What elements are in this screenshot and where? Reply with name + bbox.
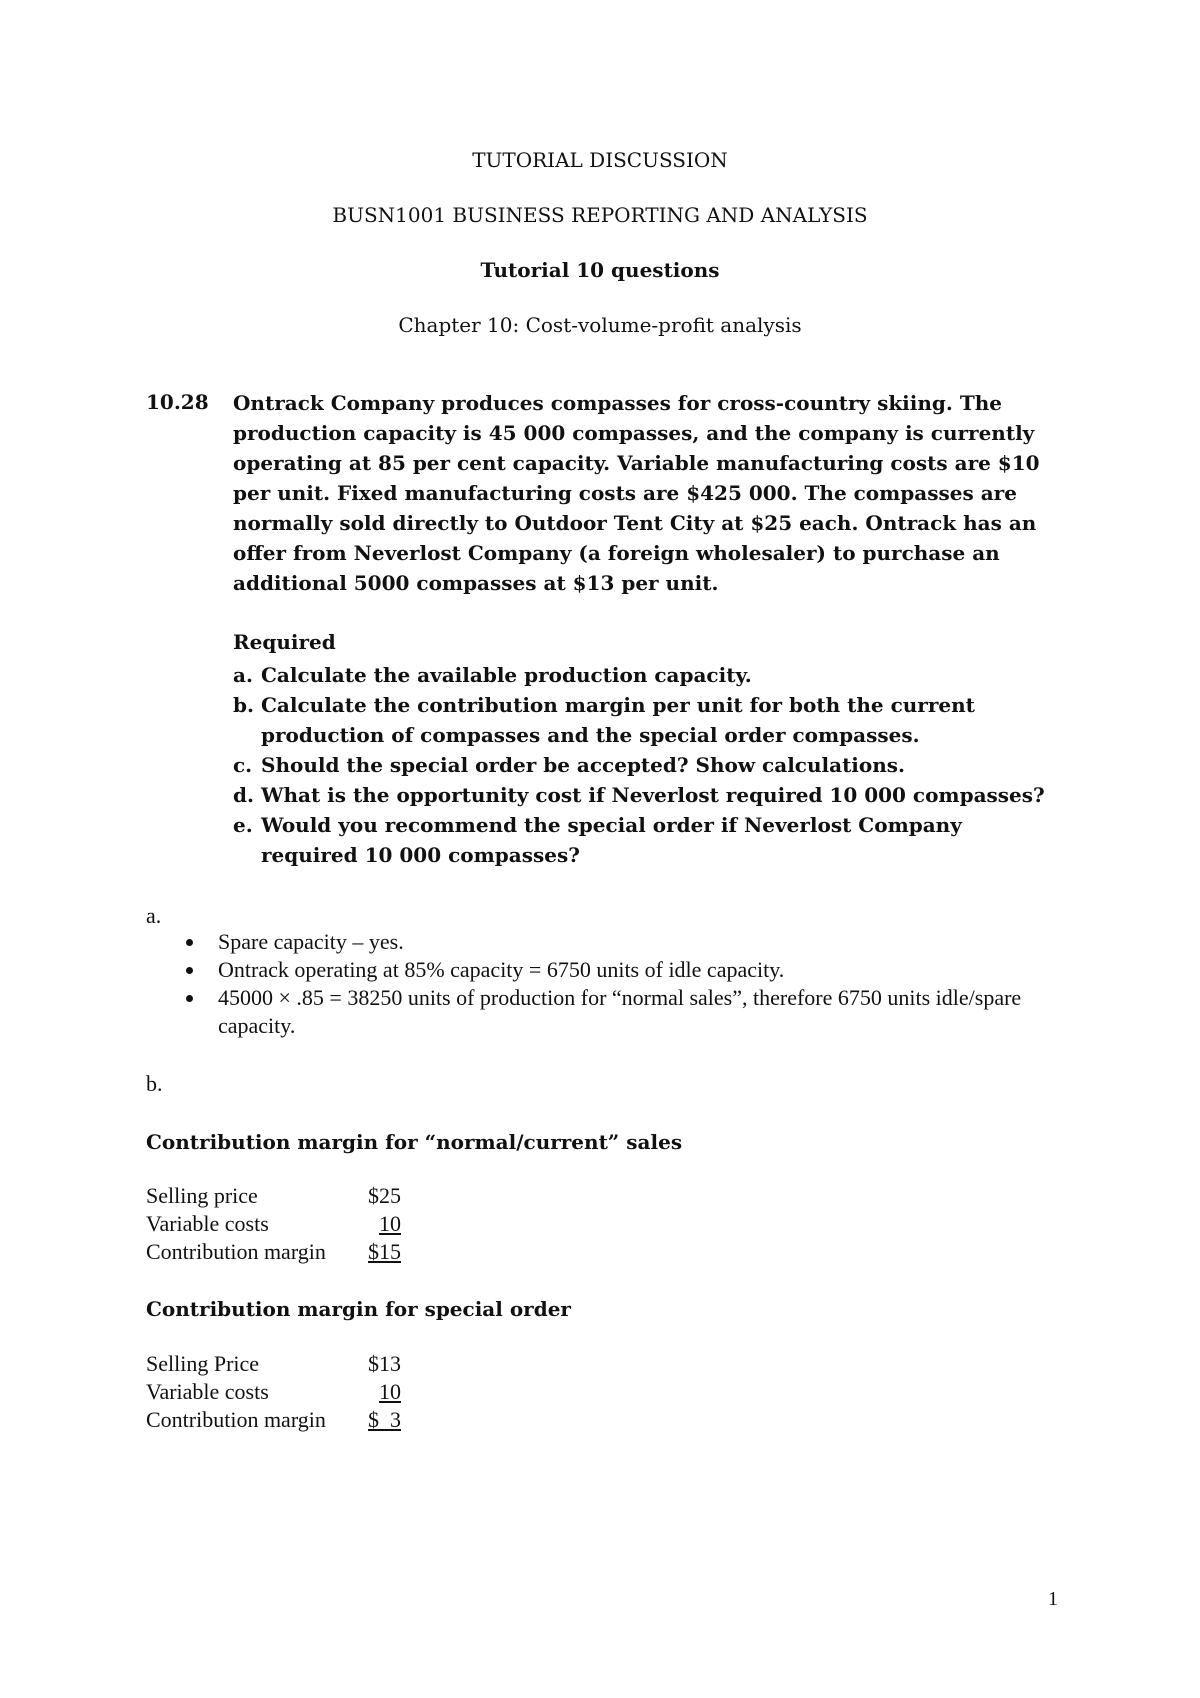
required-item-letter: b. [233, 693, 254, 717]
required-item-text: What is the opportunity cost if Neverlost required 10 000 compasses? [261, 783, 1045, 807]
required-item [233, 690, 1063, 750]
bullet-item [146, 928, 1046, 956]
bullet-text: 45000 × .85 = 38250 units of production for “normal sales”, therefore 6750 units idle/spare capacity. [218, 985, 1022, 1038]
bullet-item [146, 956, 1046, 984]
tutorial-heading: Tutorial 10 questions [480, 258, 720, 282]
table-row [146, 1350, 401, 1378]
row-label: Selling price [146, 1183, 258, 1208]
chapter-heading: Chapter 10: Cost-volume-profit analysis [398, 313, 802, 337]
required-item-letter: c. [233, 753, 253, 777]
required-item [233, 780, 1063, 810]
required-item-text: Calculate the available production capacity. [261, 663, 752, 687]
table-row [146, 1238, 401, 1266]
required-item [233, 750, 1063, 780]
bullet-icon [186, 995, 193, 1002]
table-row [146, 1406, 401, 1434]
normal-cm-table [146, 1182, 401, 1266]
required-item [233, 810, 1063, 870]
required-item-text: Would you recommend the special order if Neverlost Company required 10 000 compasses? [261, 813, 962, 867]
special-cm-heading: Contribution margin for special order [146, 1297, 571, 1321]
answer-b-label: b. [146, 1071, 163, 1096]
bullet-text: Ontrack operating at 85% capacity = 6750 units of idle capacity. [218, 957, 785, 982]
table-row [146, 1182, 401, 1210]
normal-cm-heading: Contribution margin for “normal/current” sales [146, 1130, 683, 1154]
bullet-icon [186, 939, 193, 946]
row-label: Selling Price [146, 1351, 260, 1376]
row-value: 10 [379, 1211, 401, 1236]
question-text: Ontrack Company produces compasses for cross-country skiing. The production capacity is 45 000 compasses, and the company is currently operating at 85 per cent capacity. Variable manufacturing costs are $10 per unit. Fixed manufacturing costs are $425 000. The compasses are normally sold directly to Outdoor Tent City at $25 each. Ontrack has an offer from Neverlost Company (a foreign wholesaler) to purchase an additional 5000 compasses at $13 per unit. [233, 391, 1040, 595]
row-value: $15 [368, 1239, 401, 1264]
page-number: 1 [1048, 1588, 1058, 1610]
question-number: 10.28 [146, 390, 209, 414]
row-value: $ 3 [368, 1407, 401, 1432]
row-value: $13 [368, 1351, 401, 1376]
table-row [146, 1378, 401, 1406]
row-value: $25 [368, 1183, 401, 1208]
table-row [146, 1210, 401, 1238]
course-title: BUSN1001 BUSINESS REPORTING AND ANALYSIS [332, 203, 868, 227]
row-label: Contribution margin [146, 1239, 326, 1264]
required-item [233, 660, 1063, 690]
row-value: 10 [379, 1379, 401, 1404]
required-list [233, 660, 1063, 870]
row-label: Variable costs [146, 1211, 269, 1236]
required-item-text: Should the special order be accepted? Show calculations. [261, 753, 906, 777]
required-item-letter: a. [233, 663, 253, 687]
required-item-letter: e. [233, 813, 253, 837]
row-label: Contribution margin [146, 1407, 326, 1432]
document-title: TUTORIAL DISCUSSION [472, 148, 728, 172]
answer-a-bullets [146, 928, 1046, 1040]
special-cm-table [146, 1350, 401, 1434]
required-item-text: Calculate the contribution margin per unit for both the current production of compasses and the special order compasses. [261, 693, 975, 747]
bullet-icon [186, 967, 193, 974]
required-label: Required [233, 630, 336, 654]
row-label: Variable costs [146, 1379, 269, 1404]
answer-a-label: a. [146, 903, 162, 928]
bullet-item [146, 984, 1046, 1040]
bullet-text: Spare capacity – yes. [218, 929, 404, 954]
required-item-letter: d. [233, 783, 254, 807]
